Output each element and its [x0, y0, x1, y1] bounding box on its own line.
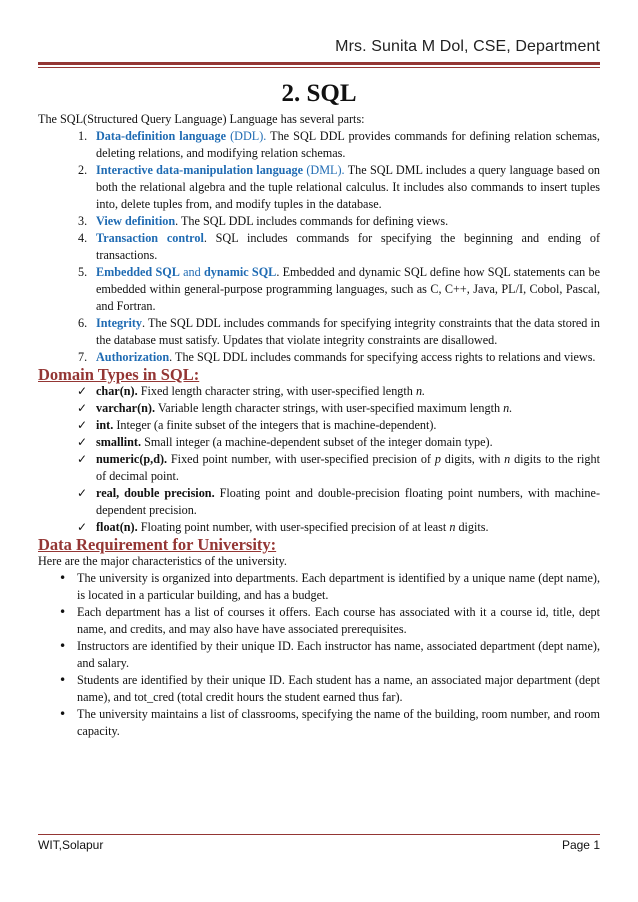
type-name: float(n).	[96, 520, 138, 534]
sql-parts-list	[38, 128, 600, 366]
bullet-icon: •	[59, 571, 67, 585]
type-desc: Variable length character strings, with user-specified maximum length	[155, 401, 504, 415]
item-number: 5.	[78, 265, 88, 279]
term: Authorization	[96, 350, 170, 364]
list-item	[38, 706, 600, 740]
type-name: int.	[96, 418, 114, 432]
item-text: Instructors are identified by their unique ID. Each instructor has name, associated department (dept name), and salary.	[77, 639, 600, 670]
list-item	[38, 213, 600, 230]
type-desc: Small integer (a machine-dependent subset of the integer domain type).	[141, 435, 493, 449]
item-number: 3.	[78, 214, 88, 228]
type-tail: digits.	[455, 520, 489, 534]
type-desc: Fixed point number, with user-specified precision of	[167, 452, 435, 466]
list-item	[38, 570, 600, 604]
item-number: 6.	[78, 316, 88, 330]
item-text: Each department has a list of courses it offers. Each course has associated with it a course id, title, dept name, and credits, and may also have have associated prerequisites.	[77, 605, 600, 636]
main-content	[38, 111, 600, 740]
type-tail: digits, with	[440, 452, 505, 466]
type-desc: Fixed length character string, with user-specified length	[137, 384, 416, 398]
item-text: . Embedded and dynamic SQL define how SQL statements can be embedded within general-purpose programming languages, such as C, C++, Java, PL/I, Cobol, Pascal, and Fortran.	[96, 265, 600, 313]
type-em: p	[434, 452, 441, 466]
item-text: The SQL DDL provides commands for defining relation schemas, deleting relations, and modifying relation schemas.	[96, 129, 600, 160]
type-desc: Integer (a finite subset of the integers that is machine-dependent).	[113, 418, 437, 432]
bullet-icon: •	[59, 707, 67, 721]
checkmark-icon: ✓	[77, 452, 88, 466]
list-item	[38, 604, 600, 638]
type-desc: Floating point number, with user-specified precision of at least	[137, 520, 450, 534]
type-name: smallint.	[96, 435, 142, 449]
section-heading-domain-types: Domain Types in SQL:	[38, 365, 200, 384]
item-number: 4.	[78, 231, 88, 245]
list-item	[38, 400, 600, 417]
term: View definition	[96, 214, 176, 228]
bullet-icon: •	[59, 639, 67, 653]
university-list	[38, 570, 600, 740]
item-text: . The SQL DDL includes commands for specifying integrity constraints that the data stored in the database must satisfy. Updates that violate integrity constraints are disallowed.	[96, 316, 600, 347]
term: dynamic SQL	[203, 265, 277, 279]
list-item	[38, 434, 600, 451]
list-item	[38, 264, 600, 315]
term-abbr: (DML).	[303, 163, 345, 177]
list-item	[38, 162, 600, 213]
checkmark-icon: ✓	[77, 384, 88, 398]
list-item	[38, 417, 600, 434]
list-item	[38, 519, 600, 536]
type-em: n	[504, 452, 511, 466]
type-em: n.	[415, 384, 426, 398]
item-text: . SQL includes commands for specifying the beginning and ending of transactions.	[96, 231, 600, 262]
bullet-icon: •	[59, 605, 67, 619]
type-name: char(n).	[96, 384, 138, 398]
term: Data-definition language	[96, 129, 227, 143]
list-item	[38, 485, 600, 519]
item-number: 1.	[78, 129, 88, 143]
checkmark-icon: ✓	[77, 418, 88, 432]
item-text: Students are identified by their unique ID. Each student has a name, an associated major department (dept name), and tot_cred (total credit hours the student earned thus far).	[77, 673, 600, 704]
item-text: The university maintains a list of classrooms, specifying the name of the building, room number, and room capacity.	[77, 707, 600, 738]
page-title: 2. SQL	[281, 80, 357, 107]
checkmark-icon: ✓	[77, 520, 88, 534]
type-em: n	[449, 520, 456, 534]
header-rule-thin	[38, 67, 600, 68]
header-rule	[38, 62, 600, 65]
term: Integrity	[96, 316, 143, 330]
type-name: varchar(n).	[96, 401, 156, 415]
list-item	[38, 349, 600, 366]
item-text: The university is organized into departments. Each department is identified by a unique name (dept name), is located in a particular building, and has a budget.	[77, 571, 600, 602]
term-abbr: (DDL).	[226, 129, 267, 143]
item-text: The SQL DML includes a query language based on both the relational algebra and the tuple relational calculus. It includes also commands to insert tuples into, delete tuples from, and modify tuples in the database.	[96, 163, 601, 211]
page-header: Mrs. Sunita M Dol, CSE, Department	[335, 38, 600, 55]
item-text: . The SQL DDL includes commands for specifying access rights to relations and views.	[169, 350, 596, 364]
type-em: n.	[503, 401, 513, 415]
domain-types-list	[38, 383, 600, 536]
list-item	[38, 451, 600, 485]
term-connector: and	[179, 265, 204, 279]
item-text: . The SQL DDL includes commands for defining views.	[175, 214, 449, 228]
list-item	[38, 672, 600, 706]
list-item	[38, 383, 600, 400]
checkmark-icon: ✓	[77, 486, 88, 500]
term: Transaction control	[96, 231, 204, 245]
footer-rule	[38, 834, 600, 835]
type-name: numeric(p,d).	[96, 452, 168, 466]
list-item	[38, 315, 600, 349]
intro-text: The SQL(Structured Query Language) Language has several parts:	[38, 112, 365, 126]
term: Interactive data-manipulation language	[96, 163, 304, 177]
type-name: real, double precision.	[96, 486, 215, 500]
list-item	[38, 230, 600, 264]
bullet-icon: •	[59, 673, 67, 687]
item-number: 7.	[78, 350, 88, 364]
item-number: 2.	[78, 163, 88, 177]
list-item	[38, 128, 600, 162]
page-number: Page 1	[561, 838, 600, 852]
section-heading-university: Data Requirement for University:	[38, 535, 277, 554]
type-tail: digits to the right of decimal point.	[96, 452, 600, 483]
checkmark-icon: ✓	[77, 401, 88, 415]
term: Embedded SQL	[96, 265, 180, 279]
type-desc: Floating point and double-precision floating point numbers, with machine-dependent precision.	[96, 486, 600, 517]
university-intro: Here are the major characteristics of the university.	[38, 554, 287, 568]
footer-institution: WIT,Solapur	[38, 838, 104, 852]
list-item	[38, 638, 600, 672]
checkmark-icon: ✓	[77, 435, 88, 449]
